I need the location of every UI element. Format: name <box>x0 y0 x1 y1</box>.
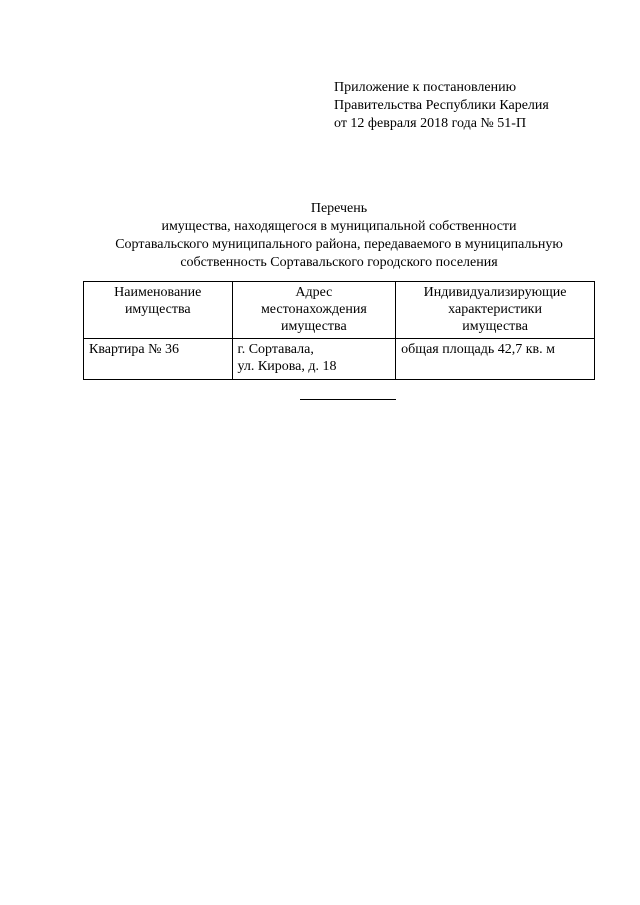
appendix-line-1: Приложение к постановлению <box>334 80 517 95</box>
cell-text: общая площадь 42,7 кв. м <box>401 342 555 357</box>
title-line-2: имущества, находящегося в муниципальной собственности <box>161 219 517 234</box>
cell-characteristics <box>396 339 595 380</box>
cell-text: г. Сортавала, <box>237 342 314 357</box>
header-text: имущества <box>281 319 347 334</box>
appendix-line-2: Правительства Республики Карелия <box>334 98 549 113</box>
title-line-4: собственность Сортавальского городского поселения <box>180 255 498 270</box>
header-text: местонахождения <box>260 302 367 317</box>
property-table <box>83 281 595 380</box>
header-text: Адрес <box>295 285 333 300</box>
end-divider <box>300 399 396 400</box>
cell-text: Квартира № 36 <box>89 342 179 357</box>
document-title <box>83 200 595 272</box>
title-line-3: Сортавальского муниципального района, передаваемого в муниципальную <box>115 237 563 252</box>
cell-property-name <box>84 339 233 380</box>
header-address <box>232 282 396 339</box>
cell-address <box>232 339 396 380</box>
header-text: имущества <box>462 319 528 334</box>
header-text: характеристики <box>448 302 542 317</box>
appendix-note <box>334 79 549 133</box>
title-line-1: Перечень <box>310 201 368 216</box>
header-text: имущества <box>124 302 191 317</box>
header-property-name <box>84 282 233 339</box>
header-text: Наименование <box>114 285 202 300</box>
cell-text: ул. Кирова, д. 18 <box>237 359 337 374</box>
table-row <box>84 339 595 380</box>
header-characteristics <box>396 282 595 339</box>
appendix-line-3: от 12 февраля 2018 года № 51-П <box>334 116 527 131</box>
header-text: Индивидуализирующие <box>423 285 567 300</box>
table-header-row <box>84 282 595 339</box>
